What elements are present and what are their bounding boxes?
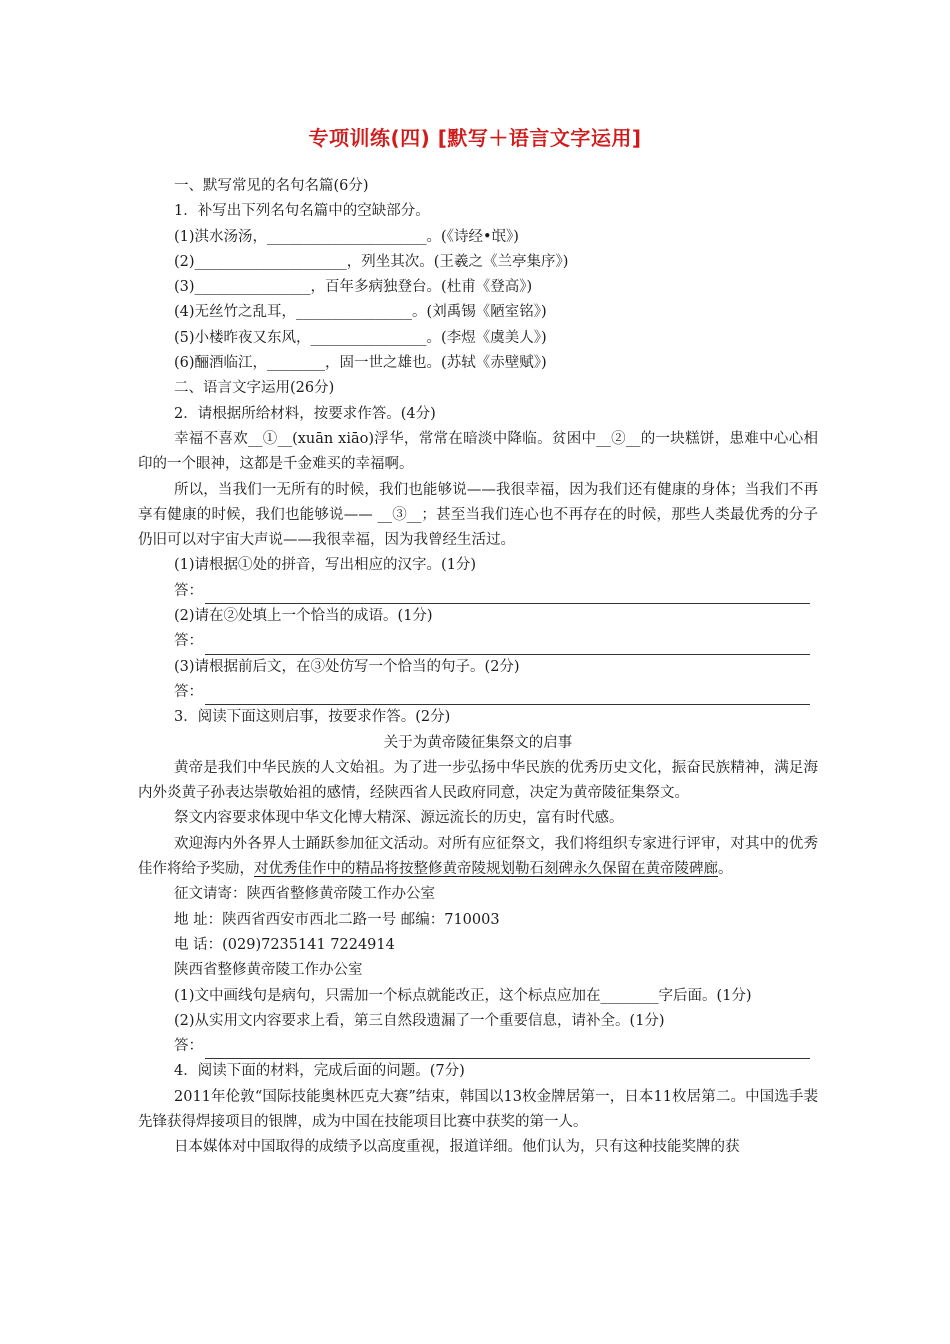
text-line: 1．补写出下列名句名篇中的空缺部分。 [174,203,430,220]
text-line: 陕西省整修黄帝陵工作办公室 [174,962,363,979]
answer-label: 答： [174,683,203,700]
text-line: 一、默写常见的名句名篇(6分) [174,178,369,194]
paragraph [138,832,818,883]
paragraph: 祭文内容要求体现中华文化博大精深、源远流长的历史，富有时代感。 [174,810,624,827]
paragraph: 2011年伦敦“国际技能奥林匹克大赛”结束，韩国以13枚金牌居第一，日本11枚居第二。中国选手裴先锋获得焊接项目的银牌，成为中国在技能项目比赛中获奖的第一人。 [138,1088,818,1130]
answer-blank [205,585,810,604]
paragraph-text: 。 [718,861,733,878]
notice-title: 关于为黄帝陵征集祭文的启事 [383,734,573,751]
document-body [138,174,818,1161]
text-line: (3)请根据前后文，在③处仿写一个恰当的句子。(2分) [174,658,520,675]
text-line: 2．请根据所给材料，按要求作答。(4分) [174,405,436,422]
text-line: (4)无丝竹之乱耳，________________。(刘禹锡《陋室铭》) [174,304,547,321]
page-title: 专项训练(四) [默写＋语言文字运用] [308,126,642,150]
text-line: 4．阅读下面的材料，完成后面的问题。(7分) [174,1063,465,1080]
text-line: (1)淇水汤汤，______________________。(《诗经•氓》) [174,228,519,245]
text-line: (5)小楼昨夜又东风，________________。(李煜《虞美人》) [174,329,547,346]
answer-line [138,680,818,705]
paragraph: (1)文中画线句是病句，只需加一个标点就能改正，这个标点应加在________字后面。(1分) [174,987,752,1004]
answer-line [138,629,818,654]
paragraph: 黄帝是我们中华民族的人文始祖。为了进一步弘扬中华民族的优秀历史文化，振奋民族精神，满足海内外炎黄子孙表达崇敬始祖的感情，经陕西省人民政府同意，决定为黄帝陵征集祭文。 [138,759,818,802]
answer-line [138,1034,818,1059]
underlined-sentence: 对优秀佳作中的精品将按整修黄帝陵规划勒石刻碑永久保留在黄帝陵碑廊 [254,861,718,878]
paragraph: 所以，当我们一无所有的时候，我们也能够说——我很幸福，因为我们还有健康的身体；当我们不再享有健康的时候，我们也能够说—— __③__；甚至当我们连心也不再存在的时候，那些人类最优秀的分子仍旧可以对宇宙大声说——我很幸福，因为我曾经生活过。 [138,481,818,549]
text-line: 地 址：陕西省西安市西北二路一号 邮编：710003 [174,911,500,928]
answer-label: 答： [174,582,203,599]
answer-line [138,579,818,604]
text-line: 二、语言文字运用(26分) [174,380,335,397]
text-line: (2)_____________________，列坐其次。(王羲之《兰亭集序》) [174,253,569,270]
paragraph: 日本媒体对中国取得的成绩予以高度重视，报道详细。他们认为，只有这种技能奖牌的获 [174,1139,740,1156]
text-line: (6)酾酒临江，________，固一世之雄也。(苏轼《赤壁赋》) [174,355,547,372]
paragraph-text: 欢迎海内外各界人士踊跃参加征文活动。对所有应征祭文，我们将组织专家进行评审，对其中的优秀佳作将给予奖励， [138,835,818,878]
text-line: (2)从实用文内容要求上看，第三自然段遗漏了一个重要信息，请补全。(1分) [174,1012,665,1029]
text-line: 电 话：(029)7235141 7224914 [174,936,395,953]
text-line: (2)请在②处填上一个恰当的成语。(1分) [174,608,433,625]
answer-blank [205,686,810,705]
paragraph: 幸福不喜欢__①__(xuān xiāo)浮华，常常在暗淡中降临。贫困中__②__的一块糕饼，患难中心心相印的一个眼神，这都是千金难买的幸福啊。 [138,430,818,473]
answer-label: 答： [174,633,203,650]
answer-label: 答： [174,1038,203,1055]
answer-blank [205,1040,810,1059]
text-line: (3)________________，百年多病独登台。(杜甫《登高》) [174,279,533,296]
text-line: (1)请根据①处的拼音，写出相应的汉字。(1分) [174,557,477,574]
text-line: 3．阅读下面这则启事，按要求作答。(2分) [174,709,451,726]
text-line: 征文请寄：陕西省整修黄帝陵工作办公室 [174,886,435,903]
answer-blank [205,636,810,655]
